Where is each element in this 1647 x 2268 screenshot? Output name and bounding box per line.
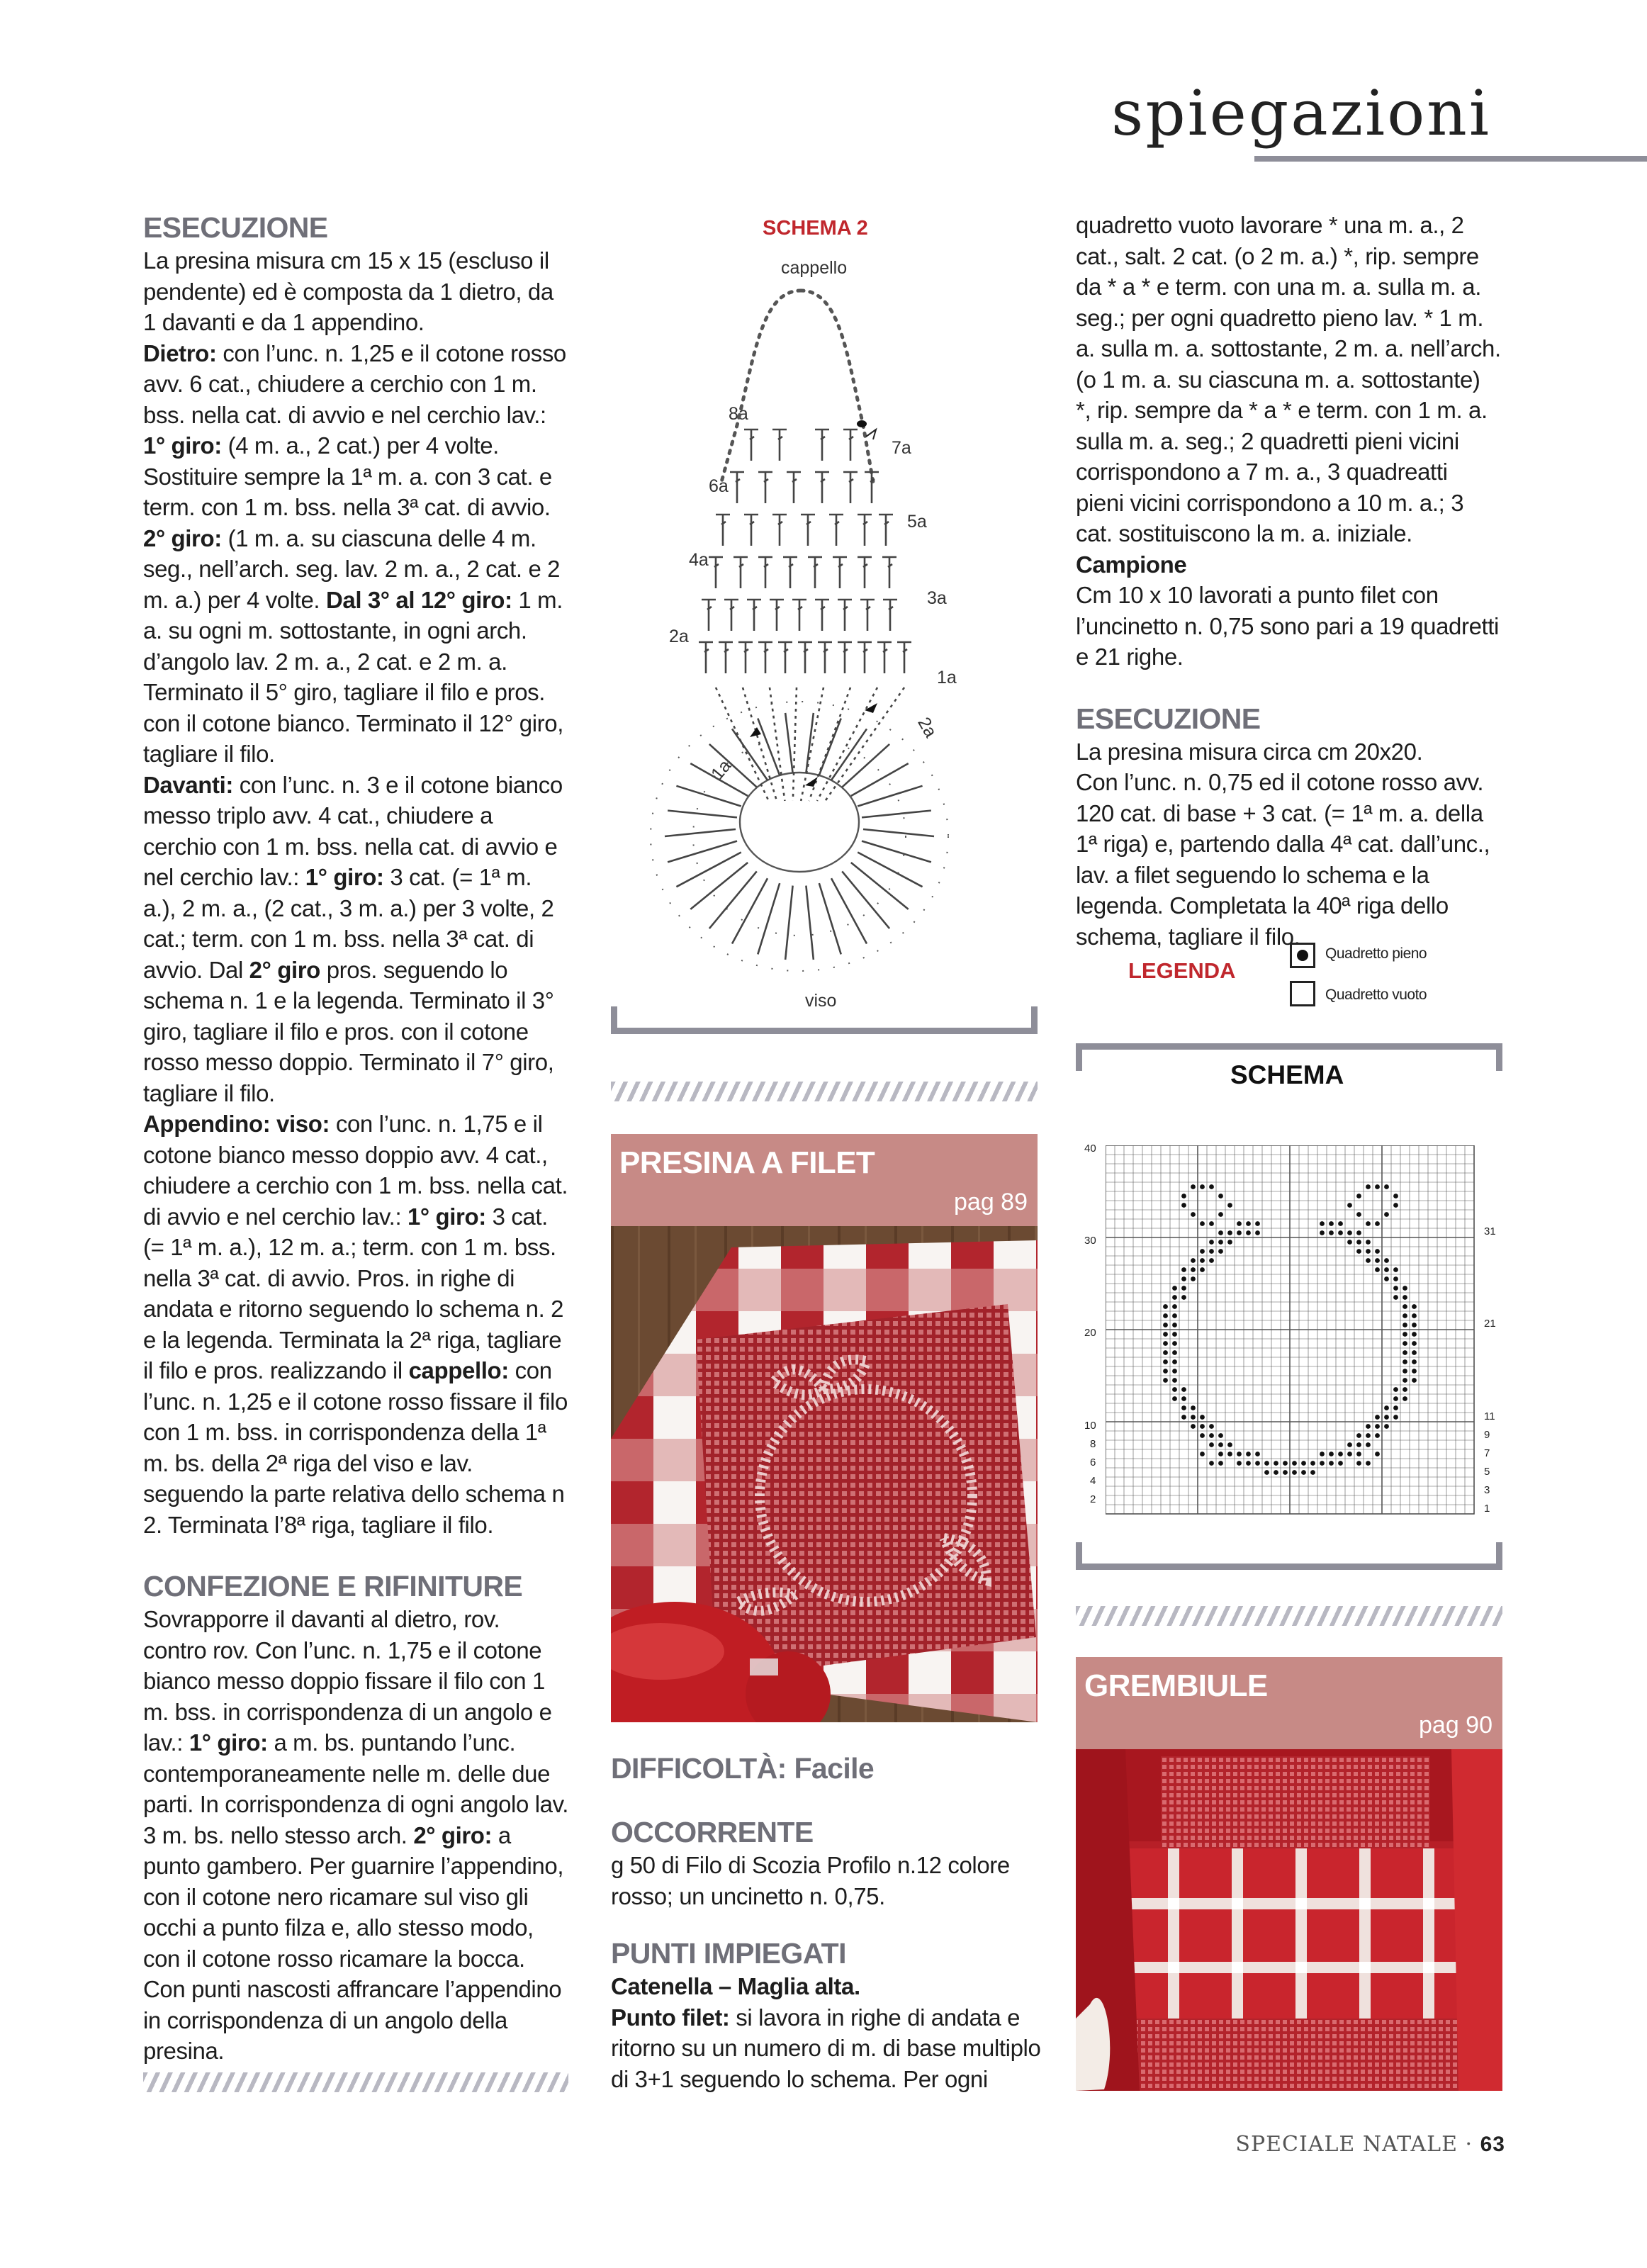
schema2-cappello-label: cappello <box>781 258 848 278</box>
schema-left-number: 2 <box>1090 1493 1096 1505</box>
legend-empty-square <box>1290 981 1315 1006</box>
row-label-5a: 5a <box>907 512 927 532</box>
schema-bracket-bottom <box>1076 1542 1502 1570</box>
schema-title: SCHEMA <box>1230 1060 1344 1089</box>
row-label-3a: 3a <box>927 588 947 608</box>
schema-left-number: 40 <box>1084 1143 1096 1155</box>
filet-continued-text: quadretto vuoto lavorare * una m. a., 2 cat., salt. 2 cat. (o 2 m. a.) *, rip. sempre da * a * e term. con una m. a. sulla m. a. seg.; per ogni quadretto pieno lav. * 1 m. a. sulla m. a. sottostante, 2 m. a. nell’arch. (o 1 m. a. su ciascuna m. a. sottostante) *, rip. sempre da * a * e term. con 1 m. a. sulla m. a. seg.; 2 quadretti pieni vicini corrispondono a 7 m. a., 3 quadreatti pieni vicini corrispondono a 10 m. a.; 3 cat. sostituiscono la m. a. iniziale. <box>1076 212 1501 546</box>
section-title-rule <box>1254 156 1647 162</box>
schema-right-number: 1 <box>1484 1503 1490 1515</box>
occorrente-text: g 50 di Filo di Scozia Profilo n.12 colore rosso; un uncinetto n. 0,75. <box>611 1852 1010 1909</box>
difficolta-heading: DIFFICOLTÀ: Facile <box>611 1752 875 1785</box>
grembiule-page-ref: pag 90 <box>1419 1712 1493 1739</box>
legend-filled-square <box>1290 943 1315 968</box>
page-number: 63 <box>1480 2133 1505 2156</box>
instructions-column-right <box>1076 210 1501 952</box>
confezione-paragraph: Sovrapporre il davanti al dietro, rov. contro rov. Con l’unc. n. 1,75 e il cotone bianco messo doppio fissare il filo con 1 m. bss. in corrispondenza di un angolo e lav.: 1° giro: a m. bs. puntando l’unc. contemporaneamente nelle m. delle due parti. In corrispondenza di ogni angolo lav. 3 m. bs. nello stesso arch. 2° giro: a punto gambero. Per guarnire l’appendino, con il cotone nero ricamare sul viso gli occhi a punto filza e, allo stesso modo, con il cotone rosso ricamare la bocca. Con punti nascosti affrancare l’appendino in corrispondenza di un angolo della presina. <box>143 1606 569 2064</box>
grembiule-title: GREMBIULE <box>1084 1668 1268 1703</box>
schema2-title: SCHEMA 2 <box>763 217 868 240</box>
legend-filled-label: Quadretto pieno <box>1325 945 1427 962</box>
stripe-divider-middle <box>611 1082 1038 1101</box>
schema-left-number: 20 <box>1084 1327 1096 1339</box>
legenda-title: LEGENDA <box>1128 958 1236 983</box>
esecuzione-right-text1: La presina misura circa cm 20x20. <box>1076 738 1423 765</box>
instructions-column-left <box>143 210 568 2067</box>
punti-heading: PUNTI IMPIEGATI <box>611 1937 846 1970</box>
row-label-1a-round: 1a <box>707 756 736 784</box>
filet-chart-schema <box>1106 1145 1481 1522</box>
punti-catenella: Catenella – Maglia alta. <box>611 1973 860 1999</box>
schema-left-number: 10 <box>1084 1420 1096 1432</box>
legend-empty-label: Quadretto vuoto <box>1325 987 1427 1003</box>
row-label-1a: 1a <box>937 668 957 687</box>
presina-requirements <box>611 1751 1043 2094</box>
appendino-paragraph: Appendino: viso: con l’unc. n. 1,75 e il cotone bianco messo doppio avv. 4 cat., chiudere a cerchio con 1 m. bss. nella cat. di avvio e nel cerchio lav.: 1° giro: 3 cat. (= 1ª m. a.), 12 m. a.; term. con 1 m. bss. nella 3ª cat. di avvio. Pros. in righe di andata e ritorno seguendo lo schema n. 2 e la legenda. Terminata la 2ª riga, tagliare il filo e pros. realizzando il cappello: con l’unc. n. 1,25 e il cotone rosso fissare il filo con 1 m. bss. in corrispondenza della 1ª m. bs. della 2ª riga del viso e lav. seguendo la parte relativa dello schema n 2. Terminata l’8ª riga, tagliare il filo. <box>143 1111 568 1538</box>
row-label-4a: 4a <box>689 550 709 570</box>
row-label-2a: 2a <box>669 627 689 646</box>
presina-page-ref: pag 89 <box>954 1189 1028 1216</box>
page-footer <box>1235 2132 1505 2157</box>
row-label-2a-round: 2a <box>914 714 941 741</box>
schema-left-number: 4 <box>1090 1475 1096 1487</box>
schema-right-number: 11 <box>1484 1410 1495 1422</box>
presina-photo <box>611 1226 1038 1722</box>
intro-paragraph: La presina misura cm 15 x 15 (escluso il pendente) ed è composta da 1 dietro, da 1 davanti e da 1 appendino. <box>143 247 553 335</box>
esecuzione-heading: ESECUZIONE <box>143 211 328 244</box>
row-label-6a: 6a <box>709 476 729 496</box>
campione-text: Cm 10 x 10 lavorati a punto filet con l’uncinetto n. 0,75 sono pari a 19 quadretti e 21 righe. <box>1076 582 1499 670</box>
section-title: spiegazioni <box>1111 77 1491 150</box>
dietro-paragraph: Dietro: con l’unc. n. 1,25 e il cotone rosso avv. 6 cat., chiudere a cerchio con 1 m. bss. nella cat. di avvio e nel cerchio lav.: 1° giro: (4 m. a., 2 cat.) per 4 volte. Sostituire sempre la 1ª m. a. con 3 cat. e term. con 1 m. bss. nella 3ª cat. di avvio. 2° giro: (1 m. a. su ciascuna delle 4 m. seg., nell’arch. seg. lav. 2 m. a., 2 cat. e 2 m. a.) per 4 volte. Dal 3° al 12° giro: 1 m. a. su ogni m. sottostante, in ogni arch. d’angolo lav. 2 m. a., 2 cat. e 2 m. a. Terminato il 5° giro, tagliare il filo e pros. con il cotone bianco. Terminato il 12° giro, tagliare il filo. <box>143 339 566 767</box>
presina-title-panel <box>611 1134 1038 1226</box>
confezione-heading: CONFEZIONE E RIFINITURE <box>143 1570 523 1602</box>
presina-title: PRESINA A FILET <box>619 1145 875 1180</box>
schema-right-number: 31 <box>1484 1225 1496 1237</box>
schema-left-number: 8 <box>1090 1438 1096 1450</box>
esecuzione-right-text2: Con l’unc. n. 0,75 ed il cotone rosso avv. 120 cat. di base + 3 cat. (= 1ª m. a. della 1ª riga) e, partendo dalla 4ª cat. dall’unc., lav. a filet seguendo lo schema e la legenda. Completata la 40ª riga dello schema, tagliare il filo. <box>1076 769 1490 950</box>
stripe-divider-left <box>143 2072 568 2092</box>
row-label-7a: 7a <box>892 438 911 458</box>
davanti-paragraph: Davanti: con l’unc. n. 3 e il cotone bianco messo triplo avv. 4 cat., chiudere a cerchio con 1 m. bss. nella cat. di avvio e nel cerchio lav.: 1° giro: 3 cat. (= 1ª m. a.), 2 m. a., (2 cat., 3 m. a.) per 3 volte, 2 cat.; term. con 1 m. bss. nella 3ª cat. di avvio. Dal 2° giro pros. seguendo lo schema n. 1 e la legenda. Terminato il 3° giro, tagliare il filo e pros. con il cotone rosso messo doppio. Terminato il 7° giro, tagliare il filo. <box>143 771 563 1106</box>
punti-filet-text: Punto filet: si lavora in righe di andata e ritorno su un numero di m. di base multiplo di 3+1 seguendo lo schema. Per ogni <box>611 2004 1041 2092</box>
stripe-divider-right <box>1076 1606 1502 1626</box>
schema2-bracket <box>611 1006 1038 1034</box>
schema-right-number: 5 <box>1484 1466 1490 1478</box>
grembiule-photo <box>1076 1749 1502 2091</box>
row-label-8a: 8a <box>729 404 748 424</box>
esecuzione-heading-right: ESECUZIONE <box>1076 702 1261 735</box>
schema-left-number: 30 <box>1084 1235 1096 1247</box>
magazine-name: SPECIALE NATALE · <box>1235 2132 1473 2157</box>
schema-right-number: 7 <box>1484 1447 1490 1459</box>
schema-left-number: 6 <box>1090 1456 1096 1469</box>
schema-right-number: 9 <box>1484 1429 1490 1441</box>
schema-right-number: 3 <box>1484 1484 1490 1496</box>
campione-heading: Campione <box>1076 551 1187 578</box>
grembiule-title-panel <box>1076 1657 1502 1749</box>
occorrente-heading: OCCORRENTE <box>611 1816 814 1848</box>
schema2-viso-label: viso <box>805 991 837 1011</box>
crochet-diagram-appendino <box>638 269 1006 992</box>
schema-right-number: 21 <box>1484 1318 1496 1330</box>
